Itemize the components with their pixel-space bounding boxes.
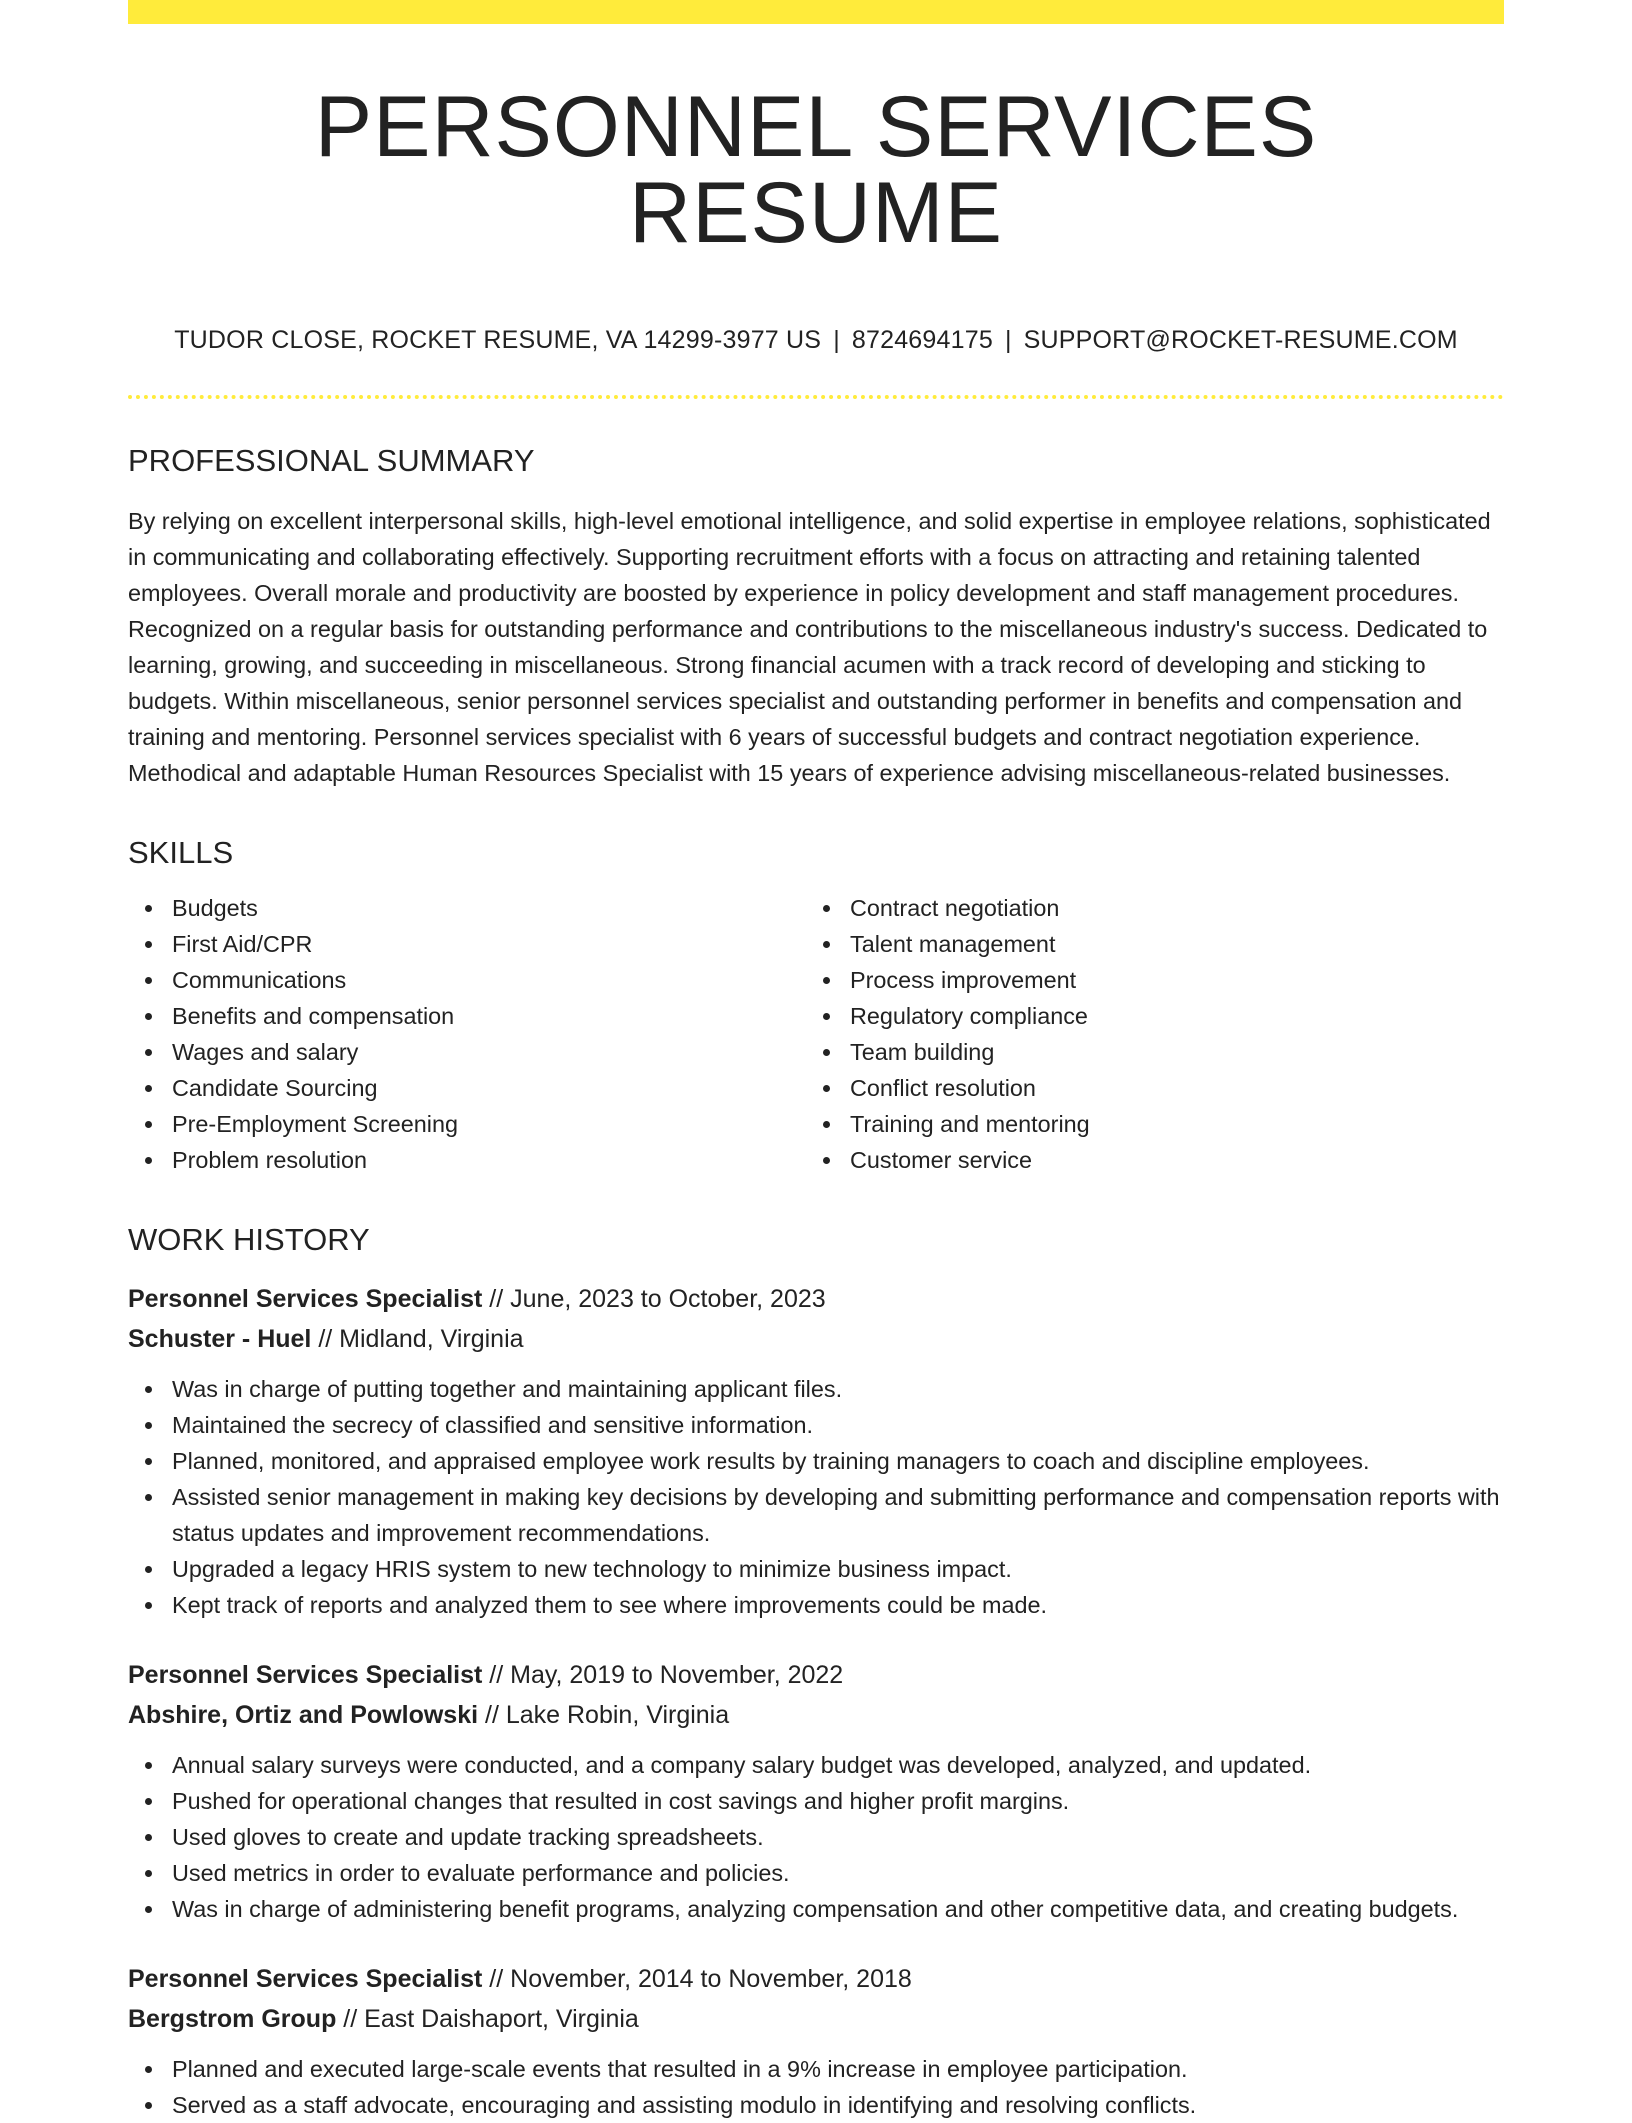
skill-item: Budgets: [128, 890, 806, 926]
job-bullet: Served as a staff advocate, encouraging and assisting modulo in identifying and resolving conflicts.: [128, 2087, 1504, 2123]
job-company-line: [128, 1695, 1504, 1735]
skill-item: Team building: [806, 1034, 1484, 1070]
job-location: // Lake Robin, Virginia: [478, 1701, 730, 1729]
skill-item: Benefits and compensation: [128, 998, 806, 1034]
dotted-divider: [128, 395, 1504, 399]
contact-separator: |: [833, 326, 840, 354]
skill-item: Conflict resolution: [806, 1070, 1484, 1106]
job-bullet: Upgraded a legacy HRIS system to new technology to minimize business impact.: [128, 1551, 1504, 1587]
skill-item: Customer service: [806, 1142, 1484, 1178]
job-company: Schuster - Huel: [128, 1325, 312, 1353]
skill-item: Regulatory compliance: [806, 998, 1484, 1034]
skill-item: Problem resolution: [128, 1142, 806, 1178]
skill-item: Training and mentoring: [806, 1106, 1484, 1142]
job-title-line: [128, 1279, 1504, 1319]
job-dates: // November, 2014 to November, 2018: [482, 1965, 912, 1993]
job-entry: [128, 1279, 1504, 1623]
job-bullets: [128, 1371, 1504, 1623]
contact-line: [128, 326, 1504, 355]
skill-item: Talent management: [806, 926, 1484, 962]
job-title-line: [128, 1959, 1504, 1999]
job-bullet: Annual salary surveys were conducted, and a company salary budget was developed, analyzed, and updated.: [128, 1747, 1504, 1783]
job-location: // Midland, Virginia: [311, 1325, 524, 1353]
job-bullet: Pushed for operational changes that resulted in cost savings and higher profit margins.: [128, 1783, 1504, 1819]
job-bullet: Kept track of reports and analyzed them to see where improvements could be made.: [128, 1587, 1504, 1623]
job-title: Personnel Services Specialist: [128, 1285, 483, 1313]
job-dates: // May, 2019 to November, 2022: [482, 1661, 844, 1689]
job-company: Abshire, Ortiz and Powlowski: [128, 1701, 479, 1729]
job-bullet: Planned, monitored, and appraised employee work results by training managers to coach and discipline employees.: [128, 1443, 1504, 1479]
skills-list-right: [806, 890, 1484, 1178]
job-entry: [128, 1655, 1504, 1927]
skill-item: Candidate Sourcing: [128, 1070, 806, 1106]
skill-item: Wages and salary: [128, 1034, 806, 1070]
skill-item: Pre-Employment Screening: [128, 1106, 806, 1142]
skills-list-left: [128, 890, 806, 1178]
skill-item: Process improvement: [806, 962, 1484, 998]
skills-columns: [128, 890, 1504, 1178]
job-company: Bergstrom Group: [128, 2005, 337, 2033]
job-title: Personnel Services Specialist: [128, 1965, 483, 1993]
job-bullet: Was in charge of administering benefit programs, analyzing compensation and other competitive data, and creating budgets.: [128, 1891, 1504, 1927]
skill-item: Communications: [128, 962, 806, 998]
job-bullets: [128, 1747, 1504, 1927]
job-location: // East Daishaport, Virginia: [336, 2005, 639, 2033]
job-bullet: Was in charge of putting together and maintaining applicant files.: [128, 1371, 1504, 1407]
summary-heading: PROFESSIONAL SUMMARY: [128, 443, 535, 478]
job-bullets: [128, 2051, 1504, 2123]
job-bullet: Assisted senior management in making key decisions by developing and submitting performance and compensation reports with status updates and improvement recommendations.: [128, 1479, 1504, 1551]
job-bullet: Used metrics in order to evaluate performance and policies.: [128, 1855, 1504, 1891]
contact-phone: 8724694175: [851, 326, 993, 354]
job-entry: [128, 1959, 1504, 2123]
skill-item: Contract negotiation: [806, 890, 1484, 926]
skills-heading: SKILLS: [128, 835, 234, 870]
resume-title: PERSONNEL SERVICES RESUME: [314, 79, 1318, 261]
job-bullet: Maintained the secrecy of classified and sensitive information.: [128, 1407, 1504, 1443]
job-company-line: [128, 1999, 1504, 2039]
summary-text: By relying on excellent interpersonal skills, high-level emotional intelligence, and solid expertise in employee relations, sophisticated in communicating and collaborating effectively. Supporting recruitment efforts with a focus on attracting and retaining talented employees. Overall morale and productivity are boosted by experience in policy development and staff management procedures. Recognized on a regular basis for outstanding performance and contributions to the miscellaneous industry's success. Dedicated to learning, growing, and succeeding in miscellaneous. Strong financial acumen with a track record of developing and sticking to budgets. Within miscellaneous, senior personnel services specialist and outstanding performer in benefits and compensation and training and mentoring. Personnel services specialist with 6 years of successful budgets and contract negotiation experience. Methodical and adaptable Human Resources Specialist with 15 years of experience advising miscellaneous-related businesses.: [128, 508, 1491, 786]
job-bullet: Used gloves to create and update tracking spreadsheets.: [128, 1819, 1504, 1855]
contact-address: TUDOR CLOSE, ROCKET RESUME, VA 14299-3977 US: [174, 326, 822, 354]
job-bullet: Planned and executed large-scale events that resulted in a 9% increase in employee participation.: [128, 2051, 1504, 2087]
job-title: Personnel Services Specialist: [128, 1661, 483, 1689]
skill-item: First Aid/CPR: [128, 926, 806, 962]
job-dates: // June, 2023 to October, 2023: [482, 1285, 826, 1313]
contact-email: SUPPORT@ROCKET-RESUME.COM: [1023, 326, 1458, 354]
job-title-line: [128, 1655, 1504, 1695]
top-accent-bar: [128, 0, 1504, 24]
work-history-heading: WORK HISTORY: [128, 1222, 370, 1257]
contact-separator: |: [1004, 326, 1012, 354]
resume-page: [128, 0, 1504, 2123]
job-company-line: [128, 1319, 1504, 1359]
